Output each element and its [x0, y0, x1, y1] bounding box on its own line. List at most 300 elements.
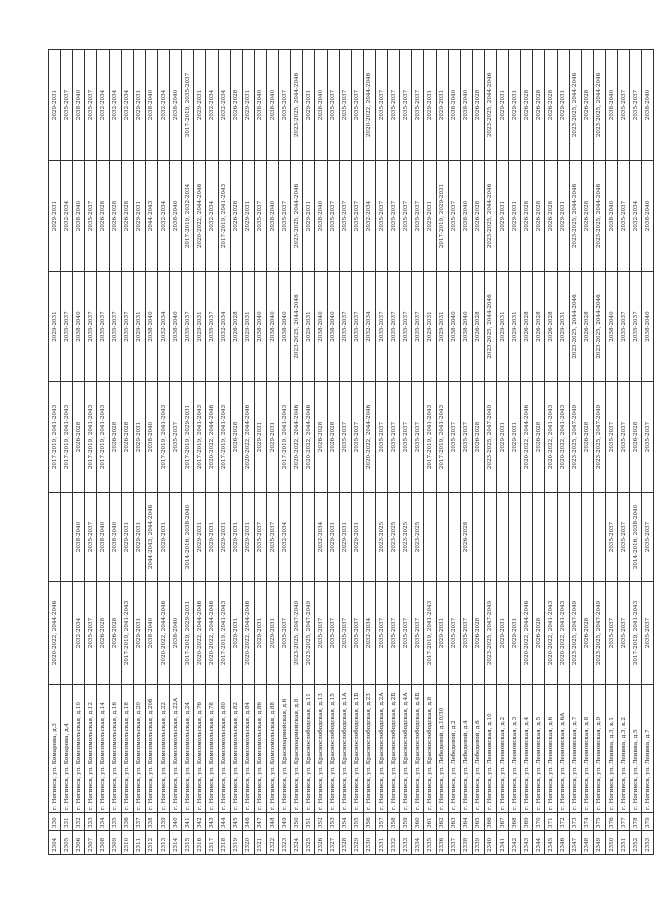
row-index-cell: 2329: [351, 831, 363, 855]
period-cell-3: 2026-2028: [315, 382, 327, 493]
address-cell: г. Ногинск, ул. Комарова, д.3: [49, 685, 61, 813]
period-cell-4: 2023-2025, 2044-2046: [593, 272, 605, 382]
row-number-cell: 346: [242, 813, 254, 831]
period-cell-2: 2032-2034: [279, 493, 291, 582]
period-cell-4: 2032-2034: [157, 272, 169, 382]
period-cell-6: 2035-2037: [85, 50, 97, 161]
period-cell-2: 2035-2037: [618, 493, 630, 582]
period-cell-3: 2029-2031: [509, 382, 521, 493]
address-cell: г. Ногинск, ул. Леоновская, д.10: [484, 685, 496, 813]
period-cell-1: 2035-2037: [279, 582, 291, 685]
period-cell-3: 2017-2019, 2041-2043: [218, 382, 230, 493]
period-cell-5: 2032-2034: [630, 161, 642, 272]
period-cell-6: 2026-2028: [533, 50, 545, 161]
period-cell-4: 2035-2037: [388, 272, 400, 382]
period-cell-1: 2032-2034: [73, 582, 85, 685]
address-cell: г. Ногинск, ул. Красноармейская, д.6: [279, 685, 291, 813]
period-cell-3: 2020-2022, 2044-2046: [303, 382, 315, 493]
period-cell-6: 2017-2019, 2035-2037: [182, 50, 194, 161]
period-cell-2: 2032-2034: [315, 493, 327, 582]
row-number-cell: 373: [569, 813, 581, 831]
address-cell: г. Ногинск, ул. Краснослободская, д.11: [303, 685, 315, 813]
address-cell: г. Ногинск, ул. Комсомольская, д.22: [157, 685, 169, 813]
row-number-cell: 370: [533, 813, 545, 831]
row-index-cell: 2309: [109, 831, 121, 855]
row-index-cell: 2331: [375, 831, 387, 855]
period-cell-1: 2029-2031: [266, 582, 278, 685]
row-number-cell: 351: [303, 813, 315, 831]
period-cell-5: 2026-2028: [230, 161, 242, 272]
period-cell-6: 2029-2031: [557, 50, 569, 161]
period-cell-4: 2032-2034: [218, 272, 230, 382]
period-cell-5: 2035-2037: [327, 161, 339, 272]
period-cell-4: 2035-2037: [109, 272, 121, 382]
period-cell-1: 2035-2037: [388, 582, 400, 685]
period-cell-1: 2017-2019, 2041-2043: [218, 582, 230, 685]
period-cell-5: 2032-2034: [206, 161, 218, 272]
period-cell-1: 2017-2019, 2041-2043: [630, 582, 642, 685]
period-cell-5: 2029-2031: [133, 161, 145, 272]
row-number-cell: 343: [206, 813, 218, 831]
period-cell-6: 2035-2037: [400, 50, 412, 161]
address-cell: г. Ногинск, ул. Комарова, д.4: [61, 685, 73, 813]
period-cell-4: 2035-2037: [182, 272, 194, 382]
address-cell: г. Ногинск, ул. Краснослободская, д.2А: [375, 685, 387, 813]
period-cell-6: 2038-2040: [606, 50, 618, 161]
address-cell: г. Ногинск, ул. Комсомольская, д.22А: [170, 685, 182, 813]
period-cell-1: 2035-2037: [85, 582, 97, 685]
period-cell-3: 2017-2019, 2029-2031: [182, 382, 194, 493]
period-cell-4: 2038-2040: [460, 272, 472, 382]
table-body: [49, 50, 654, 855]
address-cell: г. Ногинск, ул. Комсомольская, д.76: [194, 685, 206, 813]
period-cell-2: 2029-2031: [194, 493, 206, 582]
row-index-cell: 2347: [569, 831, 581, 855]
row-number-cell: 338: [145, 813, 157, 831]
period-cell-3: 2020-2022, 2044-2046: [242, 382, 254, 493]
period-cell-3: 2023-2025, 2047-2049: [569, 382, 581, 493]
period-cell-1: 2023-2025, 2047-2049: [303, 582, 315, 685]
row-index-cell: 2333: [400, 831, 412, 855]
period-cell-2: 2029-2031: [206, 493, 218, 582]
period-cell-6: 2026-2028: [230, 50, 242, 161]
period-cell-1: 2020-2022, 2044-2046: [521, 582, 533, 685]
period-cell-5: 2023-2025, 2044-2046: [569, 161, 581, 272]
table-row: [460, 50, 472, 855]
period-cell-6: 2023-2025, 2044-2046: [484, 50, 496, 161]
period-cell-3: 2035-2037: [388, 382, 400, 493]
row-number-cell: 378: [630, 813, 642, 831]
row-number-cell: 363: [448, 813, 460, 831]
address-cell: г. Ногинск, ул. Леоновская, д.8: [581, 685, 593, 813]
period-cell-6: 2038-2040: [73, 50, 85, 161]
row-number-cell: 331: [61, 813, 73, 831]
period-cell-3: 2035-2037: [618, 382, 630, 493]
period-cell-6: 2029-2031: [497, 50, 509, 161]
period-cell-2: 2029-2031: [157, 493, 169, 582]
row-index-cell: 2337: [448, 831, 460, 855]
period-cell-2: 2029-2031: [242, 493, 254, 582]
period-cell-4: 2029-2031: [303, 272, 315, 382]
period-cell-2: [363, 493, 375, 582]
period-cell-3: 2017-2019, 2041-2043: [85, 382, 97, 493]
period-cell-1: 2026-2028: [109, 582, 121, 685]
period-cell-2: 2038-2040: [97, 493, 109, 582]
period-cell-5: 2029-2031: [242, 161, 254, 272]
period-cell-1: 2023-2025, 2047-2049: [569, 582, 581, 685]
period-cell-6: 2023-2025, 2044-2046: [593, 50, 605, 161]
row-index-cell: 2336: [436, 831, 448, 855]
address-cell: г. Ногинск, ул. Краснослободская, д.13: [315, 685, 327, 813]
row-index-cell: 2339: [472, 831, 484, 855]
row-index-cell: 2349: [593, 831, 605, 855]
table-row: [557, 50, 569, 855]
table-row: [49, 50, 61, 855]
period-cell-3: 2020-2022, 2044-2046: [363, 382, 375, 493]
period-cell-1: 2020-2022, 2044-2046: [49, 582, 61, 685]
period-cell-4: 2035-2037: [400, 272, 412, 382]
row-number-cell: 354: [339, 813, 351, 831]
row-number-cell: 356: [363, 813, 375, 831]
row-index-cell: 2351: [618, 831, 630, 855]
row-index-cell: 2353: [642, 831, 654, 855]
period-cell-5: 2038-2040: [170, 161, 182, 272]
period-cell-5: 2029-2031: [49, 161, 61, 272]
period-cell-1: 2035-2037: [339, 582, 351, 685]
table-row: [533, 50, 545, 855]
row-number-cell: 360: [412, 813, 424, 831]
period-cell-6: 2035-2037: [618, 50, 630, 161]
period-cell-1: 2029-2031: [497, 582, 509, 685]
period-cell-4: 2026-2028: [581, 272, 593, 382]
address-cell: г. Ногинск, ул. Ленина, д.7: [642, 685, 654, 813]
address-cell: г. Ногинск, ул. Краснослободская, д.1Б: [351, 685, 363, 813]
row-number-cell: 330: [49, 813, 61, 831]
period-cell-6: 2038-2040: [460, 50, 472, 161]
period-cell-1: 2017-2019, 2041-2043: [121, 582, 133, 685]
period-cell-5: 2026-2028: [472, 161, 484, 272]
period-cell-1: 2023-2025, 2047-2049: [484, 582, 496, 685]
table-row: [593, 50, 605, 855]
table-row: [484, 50, 496, 855]
period-cell-5: 2035-2037: [254, 161, 266, 272]
period-cell-6: 2029-2031: [133, 50, 145, 161]
period-cell-1: 2029-2031: [133, 582, 145, 685]
period-cell-5: 2035-2037: [448, 161, 460, 272]
period-cell-6: 2029-2031: [242, 50, 254, 161]
period-cell-6: 2035-2037: [351, 50, 363, 161]
table-row: [472, 50, 484, 855]
address-cell: г. Ногинск, ул. Леоновская, д.6А: [557, 685, 569, 813]
address-cell: г. Ногинск, ул. Краснослободская, д.8: [424, 685, 436, 813]
period-cell-6: 2038-2040: [266, 50, 278, 161]
address-cell: г. Ногинск, ул. Комсомольская, д.14: [97, 685, 109, 813]
period-cell-5: 2026-2028: [97, 161, 109, 272]
table-row: [606, 50, 618, 855]
period-cell-6: 2035-2037: [279, 50, 291, 161]
row-number-cell: 365: [472, 813, 484, 831]
period-cell-4: 2032-2034: [363, 272, 375, 382]
period-cell-1: 2020-2022, 2044-2046: [194, 582, 206, 685]
address-cell: г. Ногинск, ул. Ленина, д.3, к.2: [618, 685, 630, 813]
table-row: [109, 50, 121, 855]
period-cell-1: 2035-2037: [412, 582, 424, 685]
period-cell-2: 2023-2025: [388, 493, 400, 582]
period-cell-4: 2035-2037: [630, 272, 642, 382]
address-cell: г. Ногинск, ул. Комсомольская, д.84: [242, 685, 254, 813]
table-row: [327, 50, 339, 855]
row-index-cell: 2340: [484, 831, 496, 855]
period-cell-2: 2035-2037: [254, 493, 266, 582]
table-row: [509, 50, 521, 855]
row-index-cell: 2305: [61, 831, 73, 855]
row-index-cell: 2318: [218, 831, 230, 855]
address-cell: г. Ногинск, ул. Комсомольская, д.10: [73, 685, 85, 813]
row-number-cell: 379: [642, 813, 654, 831]
period-cell-5: 2017-2019, 2041-2043: [218, 161, 230, 272]
period-cell-6: 2035-2037: [375, 50, 387, 161]
period-cell-6: 2029-2031: [49, 50, 61, 161]
period-cell-6: 2032-2034: [218, 50, 230, 161]
row-number-cell: 340: [170, 813, 182, 831]
period-cell-3: 2035-2037: [170, 382, 182, 493]
period-cell-6: 2032-2034: [157, 50, 169, 161]
row-index-cell: 2348: [581, 831, 593, 855]
period-cell-4: 2023-2025, 2044-2046: [484, 272, 496, 382]
period-cell-4: 2029-2031: [497, 272, 509, 382]
period-cell-6: 2035-2037: [630, 50, 642, 161]
period-cell-3: 2035-2037: [448, 382, 460, 493]
period-cell-5: 2035-2037: [400, 161, 412, 272]
row-index-cell: 2342: [509, 831, 521, 855]
period-cell-2: 2026-2028: [460, 493, 472, 582]
address-cell: г. Ногинск, ул. Комсомольская, д.82: [230, 685, 242, 813]
period-cell-6: 2020-2022, 2044-2046: [363, 50, 375, 161]
period-cell-4: 2029-2031: [509, 272, 521, 382]
table-row: [254, 50, 266, 855]
period-cell-1: 2017-2019, 2029-2031: [182, 582, 194, 685]
address-cell: г. Ногинск, ул. Краснослободская, д.15: [327, 685, 339, 813]
row-number-cell: 342: [194, 813, 206, 831]
period-cell-5: 2029-2031: [424, 161, 436, 272]
table-row: [145, 50, 157, 855]
row-index-cell: 2335: [424, 831, 436, 855]
period-cell-4: 2035-2037: [97, 272, 109, 382]
period-cell-4: 2035-2037: [618, 272, 630, 382]
period-cell-2: 2023-2025: [400, 493, 412, 582]
period-cell-3: 2020-2022, 2044-2046: [291, 382, 303, 493]
period-cell-1: 2026-2028: [472, 582, 484, 685]
period-cell-6: 2023-2025, 2044-2046: [569, 50, 581, 161]
period-cell-6: 2029-2031: [194, 50, 206, 161]
table-row: [97, 50, 109, 855]
period-cell-5: 2032-2034: [157, 161, 169, 272]
period-cell-4: 2038-2040: [448, 272, 460, 382]
row-number-cell: 332: [73, 813, 85, 831]
table-row: [242, 50, 254, 855]
address-cell: г. Ногинск, ул. Комсомольская, д.24: [182, 685, 194, 813]
period-cell-3: 2023-2025, 2047-2049: [593, 382, 605, 493]
period-cell-4: 2035-2037: [206, 272, 218, 382]
period-cell-1: 2023-2025, 2047-2049: [593, 582, 605, 685]
period-cell-3: 2023-2025, 2047-2049: [484, 382, 496, 493]
period-cell-2: 2029-2031: [230, 493, 242, 582]
period-cell-6: 2032-2034: [121, 50, 133, 161]
row-index-cell: 2313: [157, 831, 169, 855]
period-cell-3: 2035-2037: [412, 382, 424, 493]
period-cell-6: 2032-2034: [206, 50, 218, 161]
table-row: [73, 50, 85, 855]
period-cell-1: 2029-2031: [436, 582, 448, 685]
period-cell-4: 2035-2037: [121, 272, 133, 382]
period-cell-6: 2026-2028: [545, 50, 557, 161]
row-index-cell: 2346: [557, 831, 569, 855]
row-number-cell: 333: [85, 813, 97, 831]
table-row: [170, 50, 182, 855]
table-row: [291, 50, 303, 855]
address-cell: г. Ногинск, ул. Леоновская, д.6: [545, 685, 557, 813]
period-cell-5: 2038-2040: [606, 161, 618, 272]
table-row: [642, 50, 654, 855]
period-cell-6: 2026-2028: [581, 50, 593, 161]
period-cell-4: 2038-2040: [73, 272, 85, 382]
table-row: [436, 50, 448, 855]
row-number-cell: 367: [497, 813, 509, 831]
period-cell-4: 2035-2037: [339, 272, 351, 382]
period-cell-2: 2029-2031: [218, 493, 230, 582]
period-cell-2: [545, 493, 557, 582]
period-cell-2: [291, 493, 303, 582]
table-row: [61, 50, 73, 855]
row-index-cell: 2307: [85, 831, 97, 855]
table-row: [363, 50, 375, 855]
period-cell-3: 2017-2019, 2041-2043: [436, 382, 448, 493]
period-cell-2: 2029-2031: [133, 493, 145, 582]
period-cell-2: 2029-2031: [121, 493, 133, 582]
table-row: [497, 50, 509, 855]
address-cell: г. Ногинск, ул. Леоновская, д.2: [497, 685, 509, 813]
period-cell-1: 2035-2037: [315, 582, 327, 685]
period-cell-3: 2029-2031: [254, 382, 266, 493]
period-cell-6: 2035-2037: [327, 50, 339, 161]
row-number-cell: 350: [291, 813, 303, 831]
table-row: [230, 50, 242, 855]
table-row: [266, 50, 278, 855]
period-cell-4: 2029-2031: [424, 272, 436, 382]
period-cell-1: 2026-2028: [97, 582, 109, 685]
row-index-cell: 2310: [121, 831, 133, 855]
row-index-cell: 2332: [388, 831, 400, 855]
address-cell: г. Ногинск, ул. Лебедевой, д.4: [460, 685, 472, 813]
period-cell-3: 2026-2028: [121, 382, 133, 493]
period-cell-5: 2035-2037: [85, 161, 97, 272]
period-cell-5: 2026-2028: [545, 161, 557, 272]
period-cell-6: 2029-2031: [303, 50, 315, 161]
period-cell-3: 2017-2019, 2041-2043: [157, 382, 169, 493]
table-row: [315, 50, 327, 855]
period-cell-2: [424, 493, 436, 582]
period-cell-4: 2035-2037: [61, 272, 73, 382]
period-cell-5: 2044-2043: [145, 161, 157, 272]
period-cell-2: [521, 493, 533, 582]
period-cell-3: 2026-2028: [230, 382, 242, 493]
period-cell-5: 2026-2028: [109, 161, 121, 272]
period-cell-5: 2035-2037: [618, 161, 630, 272]
period-cell-6: 2026-2028: [521, 50, 533, 161]
period-cell-2: [557, 493, 569, 582]
table-row: [569, 50, 581, 855]
row-index-cell: 2315: [182, 831, 194, 855]
period-cell-6: 2038-2040: [448, 50, 460, 161]
row-number-cell: 375: [593, 813, 605, 831]
period-cell-4: 2038-2040: [254, 272, 266, 382]
address-cell: г. Ногинск, ул. Комсомольская, д.18: [121, 685, 133, 813]
period-cell-2: [448, 493, 460, 582]
period-cell-2: 2029-2031: [339, 493, 351, 582]
period-cell-5: 2035-2037: [279, 161, 291, 272]
address-cell: г. Ногинск, ул. Комсомольская, д.16: [109, 685, 121, 813]
period-cell-4: 2029-2031: [242, 272, 254, 382]
period-cell-3: 2017-2019, 2041-2043: [61, 382, 73, 493]
table-row: [303, 50, 315, 855]
row-number-cell: 347: [254, 813, 266, 831]
row-index-cell: 2334: [412, 831, 424, 855]
period-cell-3: 2026-2028: [630, 382, 642, 493]
row-index-cell: 2319: [230, 831, 242, 855]
period-cell-2: [497, 493, 509, 582]
period-cell-3: 2020-2022, 2044-2046: [206, 382, 218, 493]
period-cell-4: 2023-2025, 2044-2046: [569, 272, 581, 382]
period-cell-2: [484, 493, 496, 582]
address-cell: г. Ногинск, ул. Лебедевой, д.6: [472, 685, 484, 813]
period-cell-2: [472, 493, 484, 582]
table-row: [448, 50, 460, 855]
row-index-cell: 2324: [291, 831, 303, 855]
row-index-cell: 2345: [545, 831, 557, 855]
period-cell-1: 2038-2040: [170, 582, 182, 685]
row-number-cell: 341: [182, 813, 194, 831]
row-number-cell: 349: [279, 813, 291, 831]
period-cell-4: 2038-2040: [170, 272, 182, 382]
table-row: [618, 50, 630, 855]
period-cell-2: 2038-2040: [109, 493, 121, 582]
period-cell-5: 2038-2040: [73, 161, 85, 272]
address-cell: г. Ногинск, ул. Леоновская, д.7: [569, 685, 581, 813]
period-cell-3: 2038-2040: [145, 382, 157, 493]
period-cell-6: 2035-2037: [339, 50, 351, 161]
period-cell-4: 2035-2037: [375, 272, 387, 382]
period-cell-4: 2029-2031: [49, 272, 61, 382]
period-cell-1: 2020-2022, 2044-2046: [157, 582, 169, 685]
row-number-cell: 361: [424, 813, 436, 831]
address-cell: г. Ногинск, ул. Краснослободская, д.4А: [400, 685, 412, 813]
row-index-cell: 2316: [194, 831, 206, 855]
row-number-cell: 336: [121, 813, 133, 831]
row-index-cell: 2314: [170, 831, 182, 855]
row-index-cell: 2325: [303, 831, 315, 855]
period-cell-1: 2026-2028: [581, 582, 593, 685]
period-cell-5: 2017-2019, 2029-2031: [436, 161, 448, 272]
row-index-cell: 2322: [266, 831, 278, 855]
period-cell-5: 2032-2034: [61, 161, 73, 272]
table-row: [521, 50, 533, 855]
period-cell-1: 2035-2037: [351, 582, 363, 685]
row-index-cell: 2330: [363, 831, 375, 855]
period-cell-2: [49, 493, 61, 582]
table-row: [581, 50, 593, 855]
period-cell-4: 2038-2040: [279, 272, 291, 382]
period-cell-4: 2038-2040: [145, 272, 157, 382]
